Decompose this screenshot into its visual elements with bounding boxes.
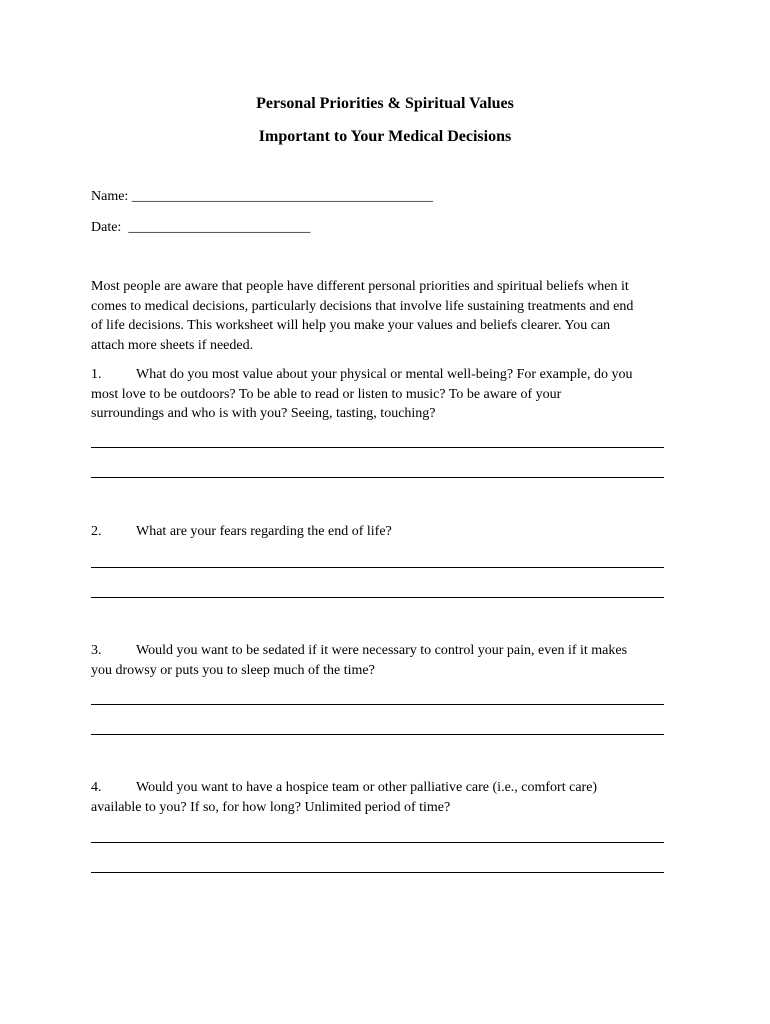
- intro-line: of life decisions. This worksheet will help you make your values and beliefs clearer. You can: [91, 318, 611, 333]
- question-text: surroundings and who is with you? Seeing, tasting, touching?: [91, 406, 436, 421]
- question-2: [91, 522, 691, 542]
- intro-line: Most people are aware that people have different personal priorities and spiritual beliefs when it: [91, 279, 629, 294]
- answer-line-q2-1[interactable]: [91, 567, 664, 568]
- title-line-2: Important to Your Medical Decisions: [258, 128, 512, 145]
- question-number: 4.: [91, 780, 102, 795]
- date-field[interactable]: Date: __________________________: [91, 220, 311, 235]
- intro-paragraph: [91, 277, 691, 355]
- question-3: [91, 641, 691, 680]
- answer-line-q4-2[interactable]: [91, 872, 664, 873]
- intro-line: attach more sheets if needed.: [91, 337, 254, 353]
- question-1: [91, 365, 691, 424]
- name-field[interactable]: Name: ___________________________________________: [91, 189, 433, 204]
- answer-line-q1-2[interactable]: [91, 477, 664, 478]
- answer-line-q2-2[interactable]: [91, 597, 664, 598]
- question-number: 2.: [91, 524, 102, 539]
- intro-line: comes to medical decisions, particularly decisions that involve life sustaining treatments and end: [91, 298, 634, 314]
- question-text: you drowsy or puts you to sleep much of the time?: [91, 662, 375, 678]
- question-number: 1.: [91, 367, 102, 382]
- answer-line-q4-1[interactable]: [91, 842, 664, 843]
- answer-line-q3-2[interactable]: [91, 734, 664, 735]
- question-number: 3.: [91, 643, 102, 658]
- answer-line-q3-1[interactable]: [91, 704, 664, 705]
- question-text: most love to be outdoors? To be able to read or listen to music? To be aware of your: [91, 386, 562, 402]
- question-text: available to you? If so, for how long? Unlimited period of time?: [91, 799, 451, 815]
- question-text: Would you want to have a hospice team or other palliative care (i.e., comfort care): [136, 780, 598, 795]
- title-line-1: Personal Priorities & Spiritual Values: [256, 95, 514, 112]
- question-text: What do you most value about your physical or mental well-being? For example, do you: [136, 367, 633, 382]
- question-text: What are your fears regarding the end of life?: [136, 524, 392, 539]
- question-text: Would you want to be sedated if it were necessary to control your pain, even if it makes: [136, 643, 628, 658]
- question-4: [91, 778, 691, 817]
- answer-line-q1-1[interactable]: [91, 447, 664, 448]
